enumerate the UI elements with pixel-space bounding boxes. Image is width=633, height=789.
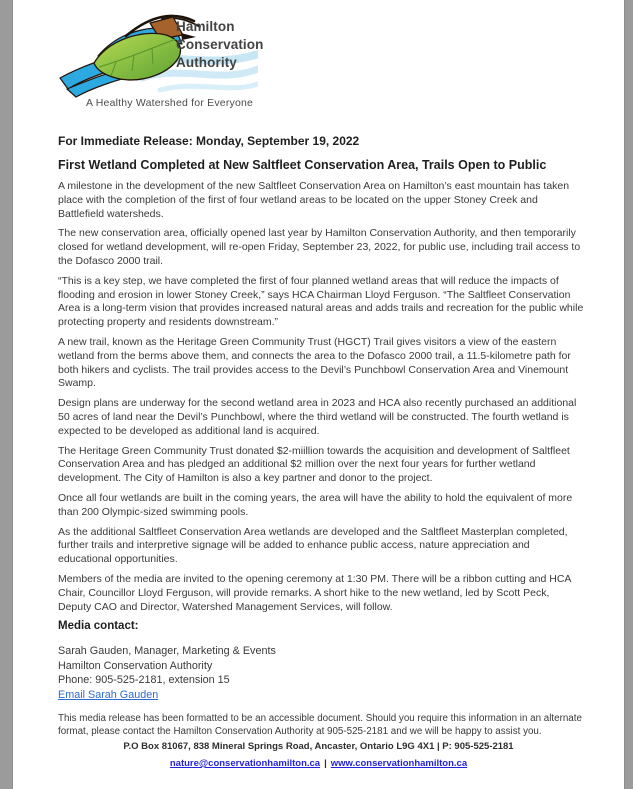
paragraph-2: The new conservation area, officially opened last year by Hamilton Conservation Authority, and then temporarily closed for wetland development, will re-open Friday, September 23, 2022, for public use, including trail access to the Dofasco 2000 trail. <box>58 227 581 267</box>
logo <box>58 10 584 112</box>
paragraph-1: A milestone in the development of the new Saltfleet Conservation Area on Hamilton’s east mountain has taken place with the completion of the first of four wetland areas to be located on the upper Stoney Creek and Battlefield watersheds. <box>58 180 570 220</box>
paragraph-6: The Heritage Green Community Trust donated $2-miillion towards the acquisition and development of Saltfleet Conservation Area and has pledged an additional $2 million over the next four years for further wetland development. The City of Hamilton is also a key partner and donor to the project. <box>58 444 570 485</box>
media-contact-block <box>58 644 584 702</box>
media-contact-heading: Media contact: <box>58 620 139 633</box>
logo-tagline: A Healthy Watershed for Everyone <box>86 97 254 109</box>
footer-website-link[interactable]: www.conservationhamilton.ca <box>330 758 468 769</box>
release-body <box>58 134 584 738</box>
logo-org-name-line1: Hamilton <box>176 19 235 34</box>
paragraph-4: A new trail, known as the Heritage Green Community Trust (HGCT) Trail gives visitors a view of the eastern wetland from the berms above them, and connects the area to the Dofasco 2000 trail, a 11.5-kilometre path for both hikers and cyclists. The trail provides access to the Devil’s Punchbowl Conservation Area and Vinemount Swamp. <box>58 335 571 390</box>
headline: First Wetland Completed at New Saltfleet Conservation Area, Trails Open to Public <box>58 158 547 172</box>
contact-name: Sarah Gauden, Manager, Marketing & Events <box>58 645 276 658</box>
footer-email-link[interactable]: nature@conservationhamilton.ca <box>169 758 321 769</box>
logo-org-name-line2: Conservation <box>176 37 264 52</box>
footer-links <box>13 758 624 769</box>
contact-organization: Hamilton Conservation Authority <box>58 659 213 672</box>
paragraph-5: Design plans are underway for the second wetland area in 2023 and HCA also recently purchased an additional 50 acres of land near the Devil’s Punchbowl, where the third wetland will be constructed. The fourth wetland is expected to be developed as additional land is acquired. <box>58 397 577 437</box>
dateline: For Immediate Release: Monday, September 19, 2022 <box>58 134 360 148</box>
press-release-page <box>12 0 625 789</box>
contact-phone: Phone: 905-525-2181, extension 15 <box>58 674 230 687</box>
logo-org-name-line3: Authority <box>176 55 237 70</box>
paragraph-8: As the additional Saltfleet Conservation Area wetlands are developed and the Saltfleet Masterplan completed, further trails and interpretive signage will be added to enhance public access, nature appreciation and educational opportunities. <box>58 525 568 566</box>
logo-org-name <box>176 18 263 72</box>
accessibility-note: This media release has been formatted to be an accessible document. Should you require this information in an alternate format, please contact the Hamilton Conservation Authority at 905-525-2181 and we will be happy to assist you. <box>58 713 582 738</box>
footer-address: P.O Box 81067, 838 Mineral Springs Road, Ancaster, Ontario L9G 4X1 | P: 905-525-2181 <box>123 741 514 752</box>
page-footer <box>13 741 624 769</box>
paragraph-3: “This is a key step, we have completed the first of four planned wetland areas that will reduce the impacts of flooding and erosion in lower Stoney Creek,” says HCA Chairman Lloyd Ferguson. “The Saltfleet Conservation Area is a long-term vision that provides increased natural areas and adds trails and recreation for the public while protecting property and residents downstream.” <box>58 274 584 329</box>
paragraph-9: Members of the media are invited to the opening ceremony at 1:30 PM. There will be a ribbon cutting and HCA Chair, Councillor Lloyd Ferguson, will provide remarks. A short hike to the new wetland, led by Scott Peck, Deputy CAO and Director, Watershed Management Services, will follow. <box>58 572 571 613</box>
paragraph-7: Once all four wetlands are built in the coming years, the area will have the ability to hold the equivalent of more than 200 Olympic-sized swimming pools. <box>58 491 573 518</box>
footer-links-separator: | <box>324 758 327 769</box>
email-contact-link[interactable]: Email Sarah Gauden <box>58 688 159 701</box>
